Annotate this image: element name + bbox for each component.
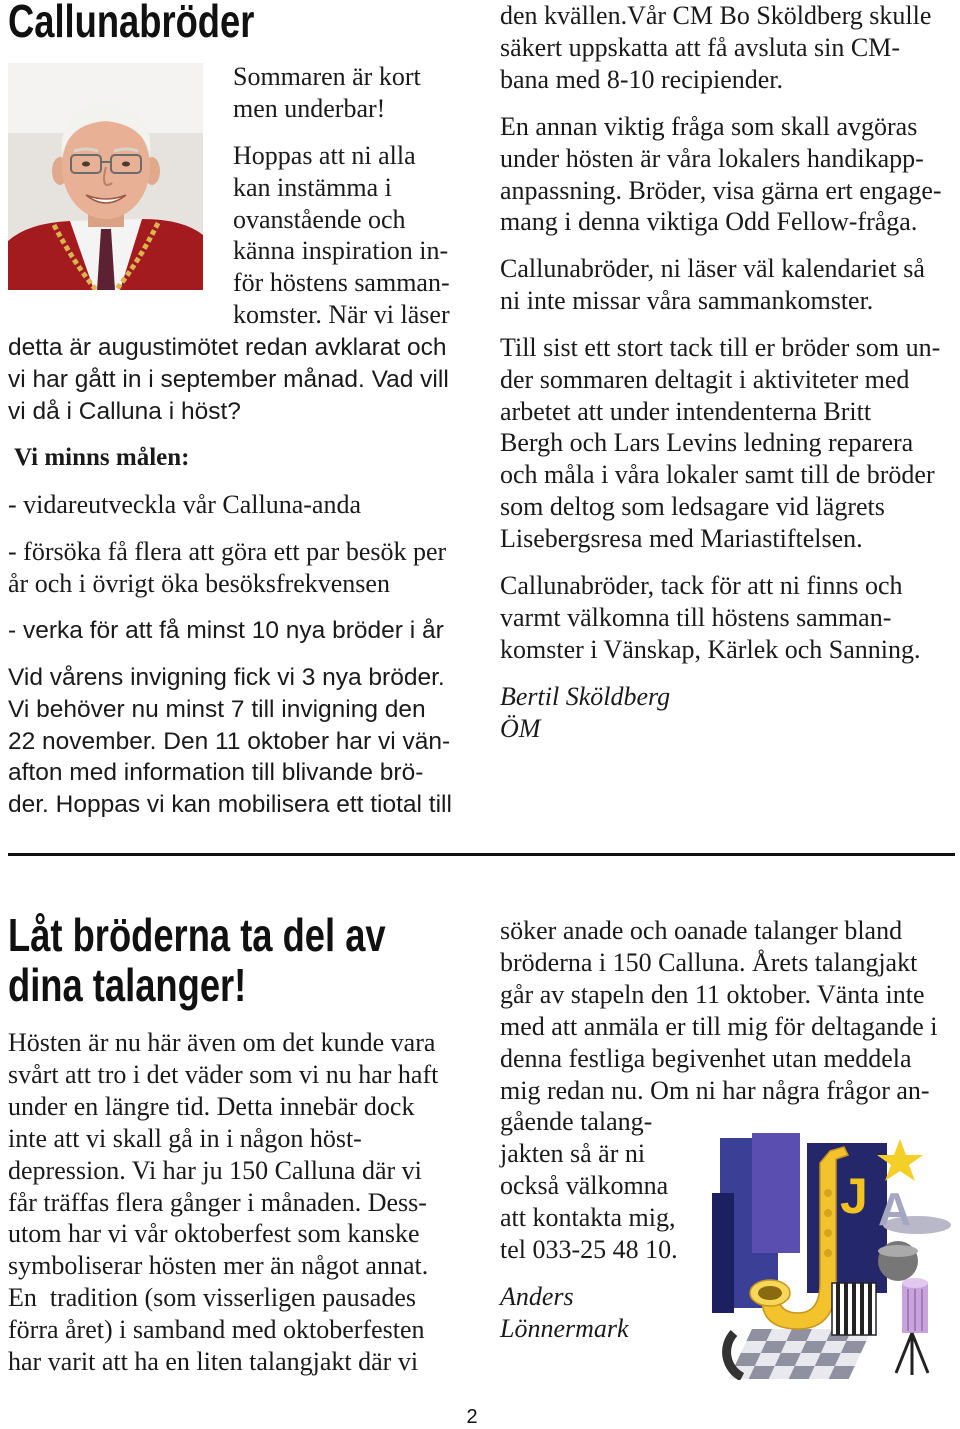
signature-last-name: Lönnermark (500, 1314, 629, 1343)
signature-title: ÖM (500, 714, 541, 743)
backdrop-bar (752, 1133, 800, 1253)
backdrop-bar (712, 1193, 734, 1313)
paragraph-beside-photo: Hoppas att ni alla kan instämma i ovanstående och känna inspiration in- för höstens samman- komster. När vi läser (233, 141, 450, 329)
intro-paragraph: Sommaren är kort men underbar! (233, 62, 421, 123)
goal-item: - verka för att få minst 10 nya bröder i år (8, 617, 444, 644)
clipart-letter: A (878, 1183, 912, 1235)
eye-right (122, 162, 130, 167)
eye-left (82, 162, 90, 167)
keyboard-icon (832, 1283, 876, 1335)
column2-paragraph: En annan viktig fråga som skall avgöras under hösten är våra lokalers handikapp- anpassning. Bröder, visa gärna ert engage- mang i denna viktiga Odd Fellow-fråga. (500, 112, 942, 237)
section-divider (8, 853, 955, 856)
signature-name: Bertil Sköldberg (500, 682, 671, 711)
paragraph-continuation: detta är augustimötet redan avklarat och vi har gått in i september månad. Vad vill vi då i Calluna i höst? (8, 334, 449, 425)
drum-icon (878, 1241, 918, 1281)
column2-paragraph: Callunabröder, ni läser väl kalendariet så ni inte missar våra sammankomster. (500, 254, 925, 315)
column2-paragraph: söker anade och oanade talanger bland bröderna i 150 Calluna. Årets talangjakt går av stapeln den 11 oktober. Vänta inte med att anmäla er till mig för deltagande i denna festliga begivenhet utan meddela mig redan nu. Om ni har några frågor an- gående talang- jakten så är ni också välkomna att kontakta mig, tel 033-25 48 10. (500, 916, 938, 1265)
column2-paragraph: Till sist ett stort tack till er bröder som un- der sommaren deltagit i aktiviteter med arbetet att under intendenterna Britt Bergh och Lars Levins ledning reparera och måla i våra lokaler samt till de bröder som deltog som ledsagare vid lägrets Lisebergsresa med Mariastiftelsen. (500, 333, 941, 553)
column1-paragraph: Hösten är nu här även om det kunde vara svårt att tro i det väder som vi nu har haft under en längre tid. Detta innebär dock inte att vi skall gå in i någon höst- depression. Vi har ju 150 Calluna där vi får träffas flera gånger i månaden. Dess- utom har vi vår oktoberfest som kanske symboliserar hösten mer än något annat. En tradition (som visserligen pausades förra året) i samband med oktoberfesten har varit att ha en liten talangjakt där vi (8, 1028, 439, 1377)
checkerboard-floor (729, 1329, 872, 1379)
goal-item: - vidareutveckla vår Calluna-anda (8, 490, 361, 519)
column2-paragraph: den kvällen.Vår CM Bo Sköldberg skulle säkert uppskatta att få avsluta sin CM- bana med 8-10 recipiender. (500, 1, 932, 94)
signature-first-name: Anders (500, 1282, 574, 1311)
clipart-letter: J (840, 1168, 868, 1224)
portrait-photo (8, 63, 203, 290)
cylinder-shape (902, 1278, 928, 1333)
jazz-clipart (712, 1133, 955, 1380)
goal-item: - försöka få flera att göra ett par besök per år och i övrigt öka besöksfrekvensen (8, 537, 447, 598)
column2-paragraph: Callunabröder, tack för att ni finns och varmt välkomna till höstens samman- komster i Vänskap, Kärlek och Sanning. (500, 571, 921, 664)
goals-heading: Vi minns målen: (14, 444, 190, 471)
page-number: 2 (466, 1406, 478, 1428)
article-title: Callunabröder (8, 0, 255, 47)
initiation-paragraph: Vid vårens invigning fick vi 3 nya bröder. Vi behöver nu minst 7 till invigning den 22 november. Den 11 oktober har vi vän- afton med information till blivande brö- der. Hoppas vi kan mobilisera ett tiotal till (8, 664, 452, 819)
article-title: Låt bröderna ta del av dina talanger! (8, 909, 386, 1011)
